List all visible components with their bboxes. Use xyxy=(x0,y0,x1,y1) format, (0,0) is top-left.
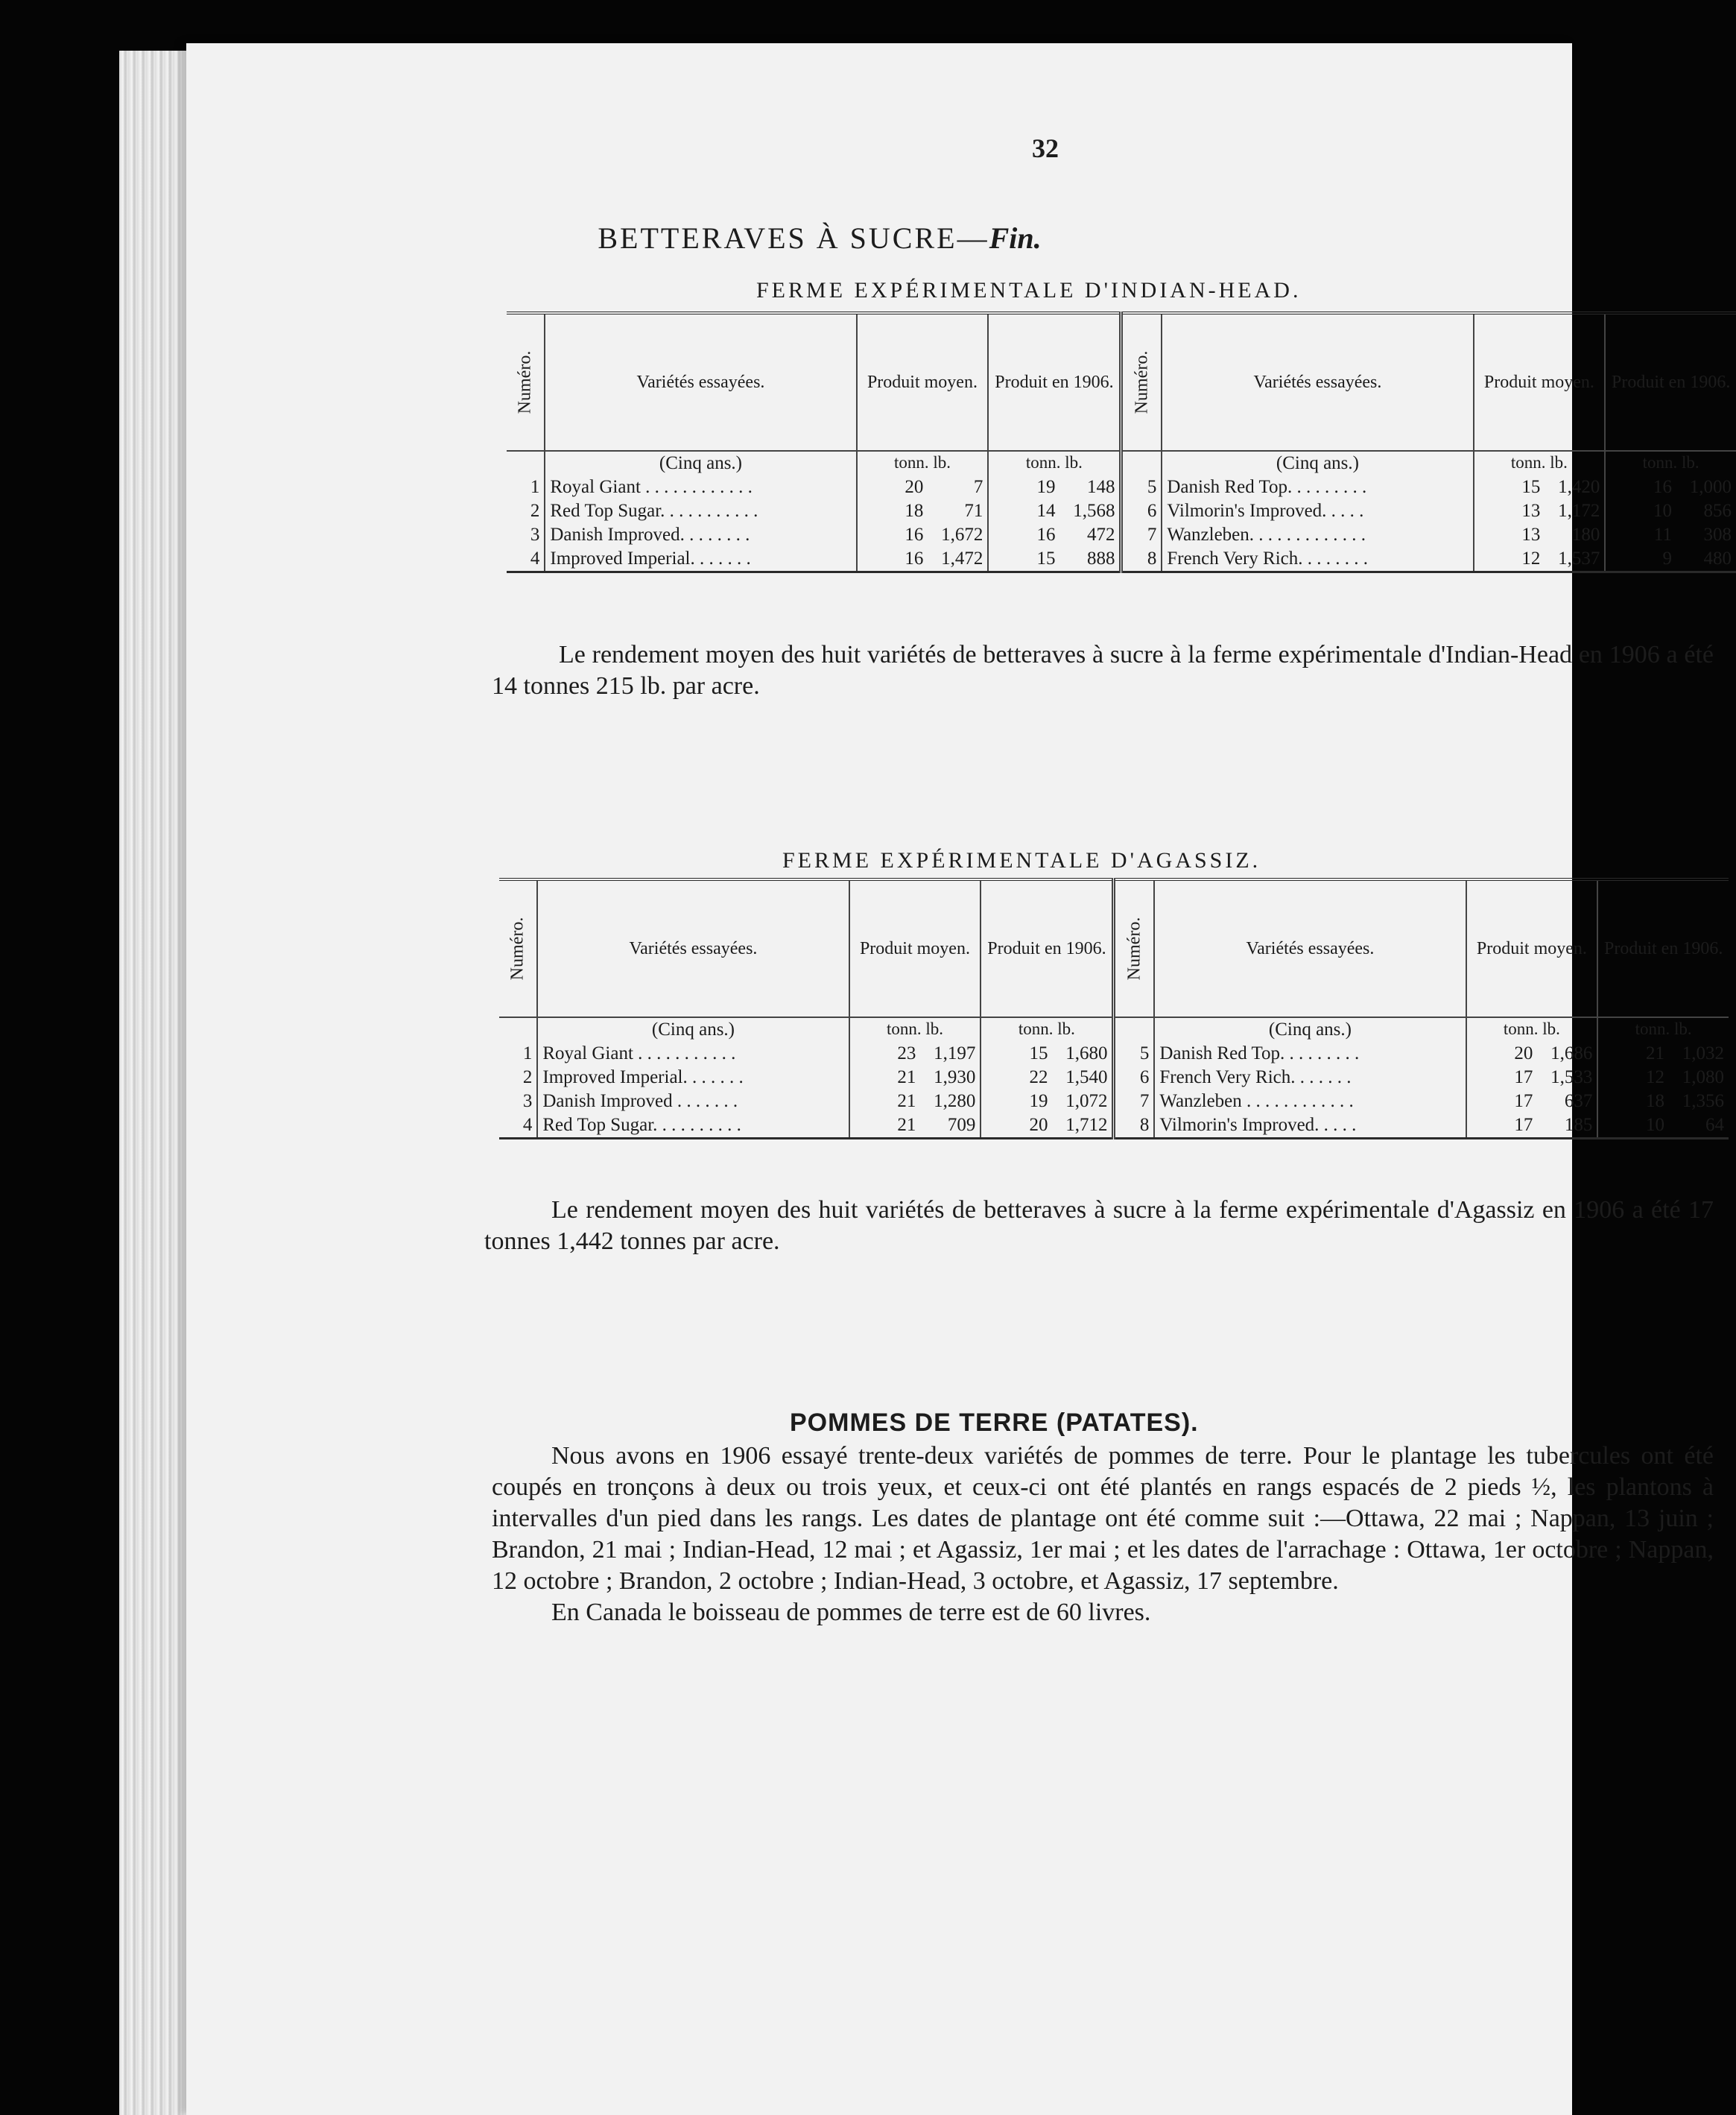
col-varietes-right: Variétés essayées. xyxy=(1154,879,1466,1017)
tonnes-value: 15 xyxy=(1036,548,1056,569)
tonnes-value: 16 xyxy=(905,548,924,569)
col-produit-moyen-left: Produit moyen. xyxy=(857,313,989,451)
cinq-ans-label: (Cinq ans.) xyxy=(1162,451,1473,475)
tonnes-value: 13 xyxy=(1521,525,1541,545)
agassiz-summary: Le rendement moyen des huit variétés de betteraves à sucre à la ferme expérimentale d'Agassiz en 1906 a été 17 tonnes 1,442 tonnes par acre. xyxy=(484,1196,1714,1255)
table-row xyxy=(507,475,1736,499)
tonnes-value: 21 xyxy=(897,1091,916,1111)
potatoes-paragraph-1: Nous avons en 1906 essayé trente-deux variétés de pommes de terre. Pour le plantage les tubercules ont été coupés en tronçons à deux ou trois yeux, et ceux-ci ont été plantés en rangs espacés de 2 pieds ½, les plantons à intervalles d'un pied dans les rangs. Les dates de plantage ont été comme suit :—Ottawa, 22 mai ; Nappan, 13 juin ; Brandon, 21 mai ; Indian-Head, 12 mai ; et Agassiz, 1er mai ; et les dates de l'arrachage : Ottawa, 1er octobre ; Nappan, 12 octobre ; Brandon, 2 octobre ; Indian-Head, 3 octobre, et Agassiz, 17 septembre. xyxy=(492,1442,1714,1595)
average-yield xyxy=(1466,1042,1598,1066)
row-number: 1 xyxy=(507,475,545,499)
indian-head-table xyxy=(507,312,1736,573)
pounds-value: 1,568 xyxy=(1073,501,1115,521)
unit-label: tonn. lb. xyxy=(1642,453,1699,472)
row-number: 2 xyxy=(507,499,545,523)
variety-name: Royal Giant . . . . . . . . . . . . xyxy=(545,475,856,499)
pounds-value: 709 xyxy=(947,1115,976,1135)
pounds-value: 1,680 xyxy=(1065,1043,1108,1063)
row-number: 5 xyxy=(1121,475,1162,499)
tonnes-value: 12 xyxy=(1521,548,1541,569)
yield-1906 xyxy=(1597,1042,1729,1066)
yield-1906 xyxy=(1605,475,1736,499)
tonnes-value: 18 xyxy=(905,501,924,521)
average-yield xyxy=(1474,523,1606,547)
unit-label: tonn. lb. xyxy=(849,1017,981,1042)
tonnes-value: 16 xyxy=(1036,525,1056,545)
tonnes-value: 17 xyxy=(1514,1067,1533,1087)
yield-1906 xyxy=(1597,1113,1729,1139)
tonnes-value: 22 xyxy=(1029,1067,1048,1087)
yield-1906 xyxy=(1605,547,1736,572)
yield-1906 xyxy=(988,523,1121,547)
potatoes-text xyxy=(492,1441,1714,1628)
row-number: 1 xyxy=(499,1042,537,1066)
yield-1906 xyxy=(981,1113,1114,1139)
tonnes-value: 17 xyxy=(1514,1115,1533,1135)
average-yield xyxy=(1474,547,1606,572)
variety-name: French Very Rich. . . . . . . xyxy=(1154,1066,1466,1090)
variety-name: Improved Imperial. . . . . . . xyxy=(537,1066,849,1090)
variety-name: Danish Red Top. . . . . . . . . xyxy=(1162,475,1473,499)
agassiz-table xyxy=(499,878,1729,1139)
tonnes-value: 15 xyxy=(1029,1043,1048,1063)
tonnes-value: 15 xyxy=(1521,477,1541,497)
tonnes-value: 23 xyxy=(897,1043,916,1063)
variety-name: French Very Rich. . . . . . . . xyxy=(1162,547,1473,572)
col-numero-right: Numéro. xyxy=(1114,879,1154,1017)
indian-head-summary: Le rendement moyen des huit variétés de betteraves à sucre à la ferme expérimentale d'Indian-Head en 1906 a été 14 tonnes 215 lb. par acre. xyxy=(492,641,1714,700)
tonnes-value: 19 xyxy=(1029,1091,1048,1111)
average-yield xyxy=(1466,1066,1598,1090)
cinq-ans-label: (Cinq ans.) xyxy=(537,1017,849,1042)
yield-1906 xyxy=(1605,523,1736,547)
pounds-value: 1,280 xyxy=(934,1091,976,1111)
pounds-value: 64 xyxy=(1705,1115,1724,1135)
pounds-value: 1,197 xyxy=(934,1043,976,1063)
unit-label: tonn. lb. xyxy=(857,451,989,475)
col-numero-left: Numéro. xyxy=(507,313,545,451)
average-yield xyxy=(857,523,989,547)
pounds-value: 7 xyxy=(973,477,983,497)
tonnes-value: 20 xyxy=(1029,1115,1048,1135)
col-produit-1906-right: Produit en 1906. xyxy=(1605,313,1736,451)
pounds-value: 480 xyxy=(1703,548,1732,569)
col-produit-1906-right: Produit en 1906. xyxy=(1597,879,1729,1017)
tonnes-value: 9 xyxy=(1662,548,1672,569)
pounds-value: 180 xyxy=(1571,525,1600,545)
pounds-value: 472 xyxy=(1086,525,1115,545)
average-yield xyxy=(1474,499,1606,523)
indian-head-header-row xyxy=(507,313,1736,451)
main-title-text: BETTERAVES À SUCRE— xyxy=(598,221,989,255)
tonnes-value: 21 xyxy=(897,1115,916,1135)
agassiz-subheader-row xyxy=(499,1017,1729,1042)
pounds-value: 1,000 xyxy=(1689,477,1732,497)
tonnes-value: 16 xyxy=(1653,477,1672,497)
agassiz-header-row xyxy=(499,879,1729,1017)
pounds-value: 1,930 xyxy=(934,1067,976,1087)
average-yield xyxy=(857,499,989,523)
table-row xyxy=(499,1066,1729,1090)
average-yield xyxy=(849,1066,981,1090)
table-row xyxy=(499,1090,1729,1113)
pounds-value: 637 xyxy=(1564,1091,1593,1111)
yield-1906 xyxy=(1597,1090,1729,1113)
main-title xyxy=(186,221,1453,256)
tonnes-value: 20 xyxy=(905,477,924,497)
table-row xyxy=(507,499,1736,523)
average-yield xyxy=(1466,1090,1598,1113)
pounds-value: 1,533 xyxy=(1550,1067,1593,1087)
row-number: 3 xyxy=(499,1090,537,1113)
yield-1906 xyxy=(988,547,1121,572)
table-row xyxy=(507,547,1736,572)
table-row xyxy=(499,1113,1729,1139)
variety-name: Danish Improved. . . . . . . . xyxy=(545,523,856,547)
col-varietes-right: Variétés essayées. xyxy=(1162,313,1473,451)
row-number: 5 xyxy=(1114,1042,1154,1066)
average-yield xyxy=(849,1113,981,1139)
tonnes-value: 19 xyxy=(1036,477,1056,497)
row-number: 6 xyxy=(1114,1066,1154,1090)
tonnes-value: 10 xyxy=(1646,1115,1664,1135)
row-number: 8 xyxy=(1114,1113,1154,1139)
table-row xyxy=(507,523,1736,547)
tonnes-value: 18 xyxy=(1646,1091,1664,1111)
pounds-value: 308 xyxy=(1703,525,1732,545)
table-row xyxy=(499,1042,1729,1066)
tonnes-value: 20 xyxy=(1514,1043,1533,1063)
variety-name: Danish Red Top. . . . . . . . . xyxy=(1154,1042,1466,1066)
pounds-value: 1,356 xyxy=(1682,1091,1724,1111)
row-number: 4 xyxy=(507,547,545,572)
agassiz-body xyxy=(499,1017,1729,1139)
yield-1906 xyxy=(1605,499,1736,523)
pounds-value: 185 xyxy=(1564,1115,1593,1135)
col-varietes-left: Variétés essayées. xyxy=(545,313,856,451)
average-yield xyxy=(857,547,989,572)
document-page xyxy=(186,43,1732,2115)
tonnes-value: 21 xyxy=(897,1067,916,1087)
pounds-value: 71 xyxy=(964,501,983,521)
variety-name: Wanzleben . . . . . . . . . . . . xyxy=(1154,1090,1466,1113)
pounds-value: 1,712 xyxy=(1065,1115,1108,1135)
pounds-value: 1,537 xyxy=(1558,548,1600,569)
average-yield xyxy=(857,475,989,499)
page-number: 32 xyxy=(1032,133,1059,163)
average-yield xyxy=(849,1090,981,1113)
tonnes-value: 16 xyxy=(905,525,924,545)
pounds-value: 1,472 xyxy=(941,548,983,569)
indian-head-subheader-row xyxy=(507,451,1736,475)
main-title-fin: Fin. xyxy=(989,221,1042,255)
variety-name: Vilmorin's Improved. . . . . xyxy=(1154,1113,1466,1139)
row-number: 7 xyxy=(1114,1090,1154,1113)
average-yield xyxy=(849,1042,981,1066)
pounds-value: 1,540 xyxy=(1065,1067,1108,1087)
tonnes-value: 10 xyxy=(1653,501,1672,521)
unit-label: tonn. lb. xyxy=(981,1017,1114,1042)
pounds-value: 1,032 xyxy=(1682,1043,1724,1063)
col-produit-moyen-left: Produit moyen. xyxy=(849,879,981,1017)
tonnes-value: 11 xyxy=(1653,525,1672,545)
yield-1906 xyxy=(981,1066,1114,1090)
row-number: 2 xyxy=(499,1066,537,1090)
indian-head-body xyxy=(507,451,1736,572)
tonnes-value: 21 xyxy=(1646,1043,1664,1063)
agassiz-title: FERME EXPÉRIMENTALE D'AGASSIZ. xyxy=(782,848,1261,873)
pounds-value: 1,672 xyxy=(941,525,983,545)
variety-name: Red Top Sugar. . . . . . . . . . xyxy=(537,1113,849,1139)
col-numero-left: Numéro. xyxy=(499,879,537,1017)
row-number: 8 xyxy=(1121,547,1162,572)
col-produit-moyen-right: Produit moyen. xyxy=(1474,313,1606,451)
yield-1906 xyxy=(988,499,1121,523)
variety-name: Danish Improved . . . . . . . xyxy=(537,1090,849,1113)
variety-name: Royal Giant . . . . . . . . . . . xyxy=(537,1042,849,1066)
row-number: 3 xyxy=(507,523,545,547)
unit-label: tonn. lb. xyxy=(988,451,1121,475)
variety-name: Improved Imperial. . . . . . . xyxy=(545,547,856,572)
pounds-value: 1,686 xyxy=(1550,1043,1593,1063)
variety-name: Vilmorin's Improved. . . . . xyxy=(1162,499,1473,523)
potatoes-paragraph-2: En Canada le boisseau de pommes de terre est de 60 livres. xyxy=(551,1599,1151,1626)
yield-1906 xyxy=(981,1090,1114,1113)
variety-name: Wanzleben. . . . . . . . . . . . . xyxy=(1162,523,1473,547)
unit-label: tonn. lb. xyxy=(1635,1019,1692,1038)
pounds-value: 1,080 xyxy=(1682,1067,1724,1087)
tonnes-value: 17 xyxy=(1514,1091,1533,1111)
tonnes-value: 14 xyxy=(1036,501,1056,521)
cinq-ans-label: (Cinq ans.) xyxy=(1154,1017,1466,1042)
row-number: 4 xyxy=(499,1113,537,1139)
col-numero-right: Numéro. xyxy=(1121,313,1162,451)
average-yield xyxy=(1474,475,1606,499)
cinq-ans-label: (Cinq ans.) xyxy=(545,451,856,475)
pounds-value: 1,172 xyxy=(1558,501,1600,521)
average-yield xyxy=(1466,1113,1598,1139)
variety-name: Red Top Sugar. . . . . . . . . . . xyxy=(545,499,856,523)
col-varietes-left: Variétés essayées. xyxy=(537,879,849,1017)
tonnes-value: 13 xyxy=(1521,501,1541,521)
tonnes-value: 12 xyxy=(1646,1067,1664,1087)
row-number: 7 xyxy=(1121,523,1162,547)
yield-1906 xyxy=(988,475,1121,499)
pounds-value: 1,072 xyxy=(1065,1091,1108,1111)
pounds-value: 856 xyxy=(1703,501,1732,521)
row-number: 6 xyxy=(1121,499,1162,523)
indian-head-title: FERME EXPÉRIMENTALE D'INDIAN-HEAD. xyxy=(756,278,1302,303)
pounds-value: 1,420 xyxy=(1558,477,1600,497)
yield-1906 xyxy=(981,1042,1114,1066)
pounds-value: 888 xyxy=(1086,548,1115,569)
col-produit-moyen-right: Produit moyen. xyxy=(1466,879,1598,1017)
col-produit-1906-left: Produit en 1906. xyxy=(988,313,1121,451)
pounds-value: 148 xyxy=(1086,477,1115,497)
unit-label: tonn. lb. xyxy=(1466,1017,1598,1042)
potatoes-section-title: POMMES DE TERRE (PATATES). xyxy=(790,1409,1199,1437)
unit-label: tonn. lb. xyxy=(1474,451,1606,475)
col-produit-1906-left: Produit en 1906. xyxy=(981,879,1114,1017)
yield-1906 xyxy=(1597,1066,1729,1090)
